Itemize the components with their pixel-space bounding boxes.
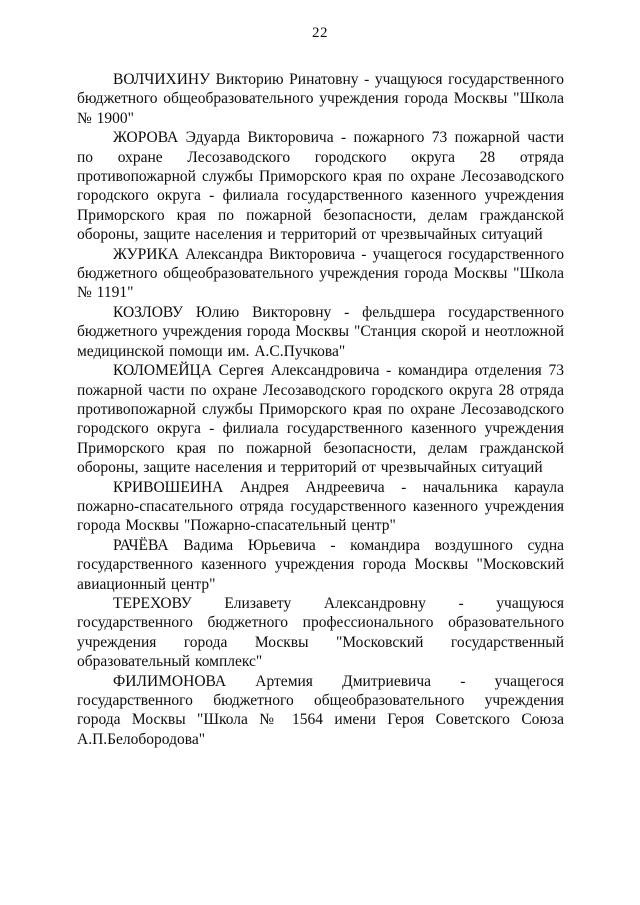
page-number: 22: [312, 25, 328, 41]
award-entry-kolomeytsa: КОЛОМЕЙЦА Сергея Александровича - командира отделения 73 пожарной части по охране Лесозаводского городского округа 28 отряда противопожарной службы Приморского края по охране Лесозаводского городского округа - филиала государственного казенного учреждения Приморского края по пожарной безопасности, делам гражданской обороны, защите населения и территорий от чрезвычайных ситуаций: [77, 362, 564, 477]
award-entry-zhurika: ЖУРИКА Александра Викторовича - учащегося государственного бюджетного общеобразовательного учреждения города Москвы "Школа № 1191": [77, 245, 564, 302]
award-entry-filimonova: ФИЛИМОНОВА Артемия Дмитриевича - учащегося государственного бюджетного общеобразовательного учреждения города Москвы "Школа № 1564 имени Героя Советского Союза А.П.Белобородова": [77, 672, 564, 748]
award-entry-terekhovu: ТЕРЕХОВУ Елизавету Александровну - учащуюся государственного бюджетного профессионального образовательного учреждения города Москвы "Московский государственный образовательный комплекс": [77, 594, 564, 671]
award-entry-volchikhinu: ВОЛЧИХИНУ Викторию Ринатовну - учащуюся государственного бюджетного общеобразовательного учреждения города Москвы "Школа № 1900": [77, 71, 564, 127]
award-entry-kozlovu: КОЗЛОВУ Юлию Викторовну - фельдшера государственного бюджетного учреждения города Москвы "Станция скорой и неотложной медицинской помощи им. А.С.Пучкова": [77, 303, 564, 360]
award-entry-racheva: РАЧЁВА Вадима Юрьевича - командира воздушного судна государственного казенного учреждения города Москвы "Московский авиационный центр": [77, 536, 564, 593]
award-entry-krivosheina: КРИВОШЕИНА Андрея Андреевича - начальника караула пожарно-спасательного отряда государственного казенного учреждения города Москвы "Пожарно-спасательный центр": [77, 478, 564, 535]
document-body: [77, 70, 564, 749]
award-entry-zhorova: ЖОРОВА Эдуарда Викторовича - пожарного 73 пожарной части по охране Лесозаводского городского округа 28 отряда противопожарной службы Приморского края по охране Лесозаводского городского округа - филиала государственного казенного учреждения Приморского края по пожарной безопасности, делам гражданской обороны, защите населения и территорий от чрезвычайных ситуаций: [77, 129, 564, 244]
